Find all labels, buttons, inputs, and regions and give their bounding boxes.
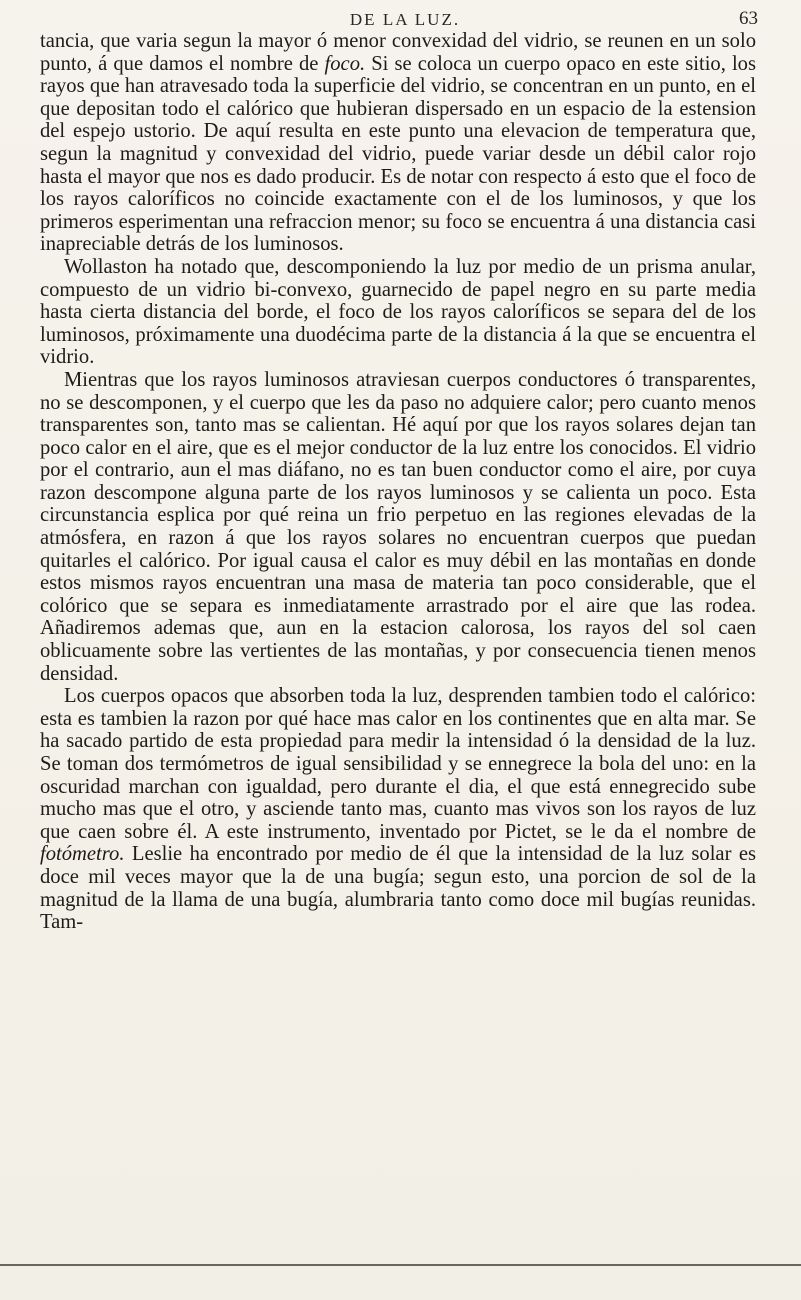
text-run: Mientras que los rayos luminosos atraviesan cuerpos conductores ó transparentes, no se descomponen, y el cuerpo que les da paso no adquiere calor; pero cuanto menos transparentes son, tanto mas se calientan. Hé aquí por que los rayos solares dejan tan poco calor en el aire, que es el mejor conductor de la luz entre los conocidos. El vidrio por el contrario, aun el mas diáfano, no es tan buen conductor como el aire, por cuya razon descompone alguna parte de los rayos luminosos y se calienta un poco. Esta circunstancia esplica por qué reina un frio perpetuo en las regiones elevadas de la atmósfera, en razon á que los rayos solares no encuentran cuerpos que puedan quitarles el calórico. Por igual causa el calor es muy débil en las montañas en donde estos mismos rayos encuentran una masa de materia tan poco considerable, que el colórico que se separa es inmediatamente arrastrado por el aire que las rodea. Añadiremos ademas que, aun en la estacion calorosa, los rayos del sol caen oblicuamente sobre las vertientes de las montañas, y por consecuencia tienen menos densidad. — [40, 368, 756, 685]
italic-term: foco. — [324, 52, 366, 75]
text-run: Wollaston ha notado que, descomponiendo la luz por medio de un prisma anular, compuesto de un vidrio bi-convexo, guarnecido de papel negro en su parte media hasta cierta distancia del borde, el foco de los rayos caloríficos se separa del de los luminosos, próximamente una duodécima parte de la distancia á la que se encuentra el vidrio. — [40, 255, 756, 369]
text-run: tancia, que varia segun la mayor ó menor convexidad del vidrio, se reunen en un solo punto, á que damos el nombre de — [40, 30, 756, 75]
italic-term: fotómetro. — [40, 843, 125, 866]
paragraph — [40, 369, 756, 685]
text-run: Si se coloca un cuerpo opaco en este sitio, los rayos que han atravesado toda la superficie del vidrio, se concentran en un punto, en el que depositan todo el calórico que hubieran dispersado en un espacio de la estension del espejo ustorio. De aquí resulta en este punto una elevacion de temperatura que, segun la magnitud y convexidad del vidrio, puede variar desde un débil calor rojo hasta el mayor que nos es dado producir. Es de notar con respecto á esto que el foco de los rayos caloríficos no coincide exactamente con el de los luminosos, y que los primeros esperimentan una refraccion menor; su foco se encuentra á una distancia casi inapreciable detrás de los luminosos. — [40, 52, 756, 256]
paragraph — [40, 685, 756, 934]
text-run: Los cuerpos opacos que absorben toda la luz, desprenden tambien todo el calórico: esta es tambien la razon por qué hace mas calor en los continentes que en alta mar. Se ha sacado partido de esta propiedad para medir la intensidad ó la densidad de la luz. Se toman dos termómetros de igual sensibilidad y se ennegrece la bola del uno: en la oscuridad marchan con igualdad, pero durante el dia, el que está ennegrecido sube mucho mas que el otro, y asciende tanto mas, cuanto mas vivos son los rayos de luz que caen sobre él. A este instrumento, inventado por Pictet, se le da el nombre de — [40, 685, 756, 843]
page-bottom-edge — [0, 1264, 801, 1266]
paragraph — [40, 256, 756, 369]
text-run: Leslie ha encontrado por medio de él que la intensidad de la luz solar es doce mil veces mayor que la de una bugía; segun esto, una porcion de sol de la magnitud de la llama de una bugía, alumbraria tanto como doce mil bugías reunidas. Tam- — [40, 843, 756, 934]
body-text — [40, 30, 756, 934]
page-number: 63 — [739, 8, 758, 29]
running-title: DE LA LUZ. — [349, 10, 461, 29]
paragraph — [40, 30, 756, 256]
